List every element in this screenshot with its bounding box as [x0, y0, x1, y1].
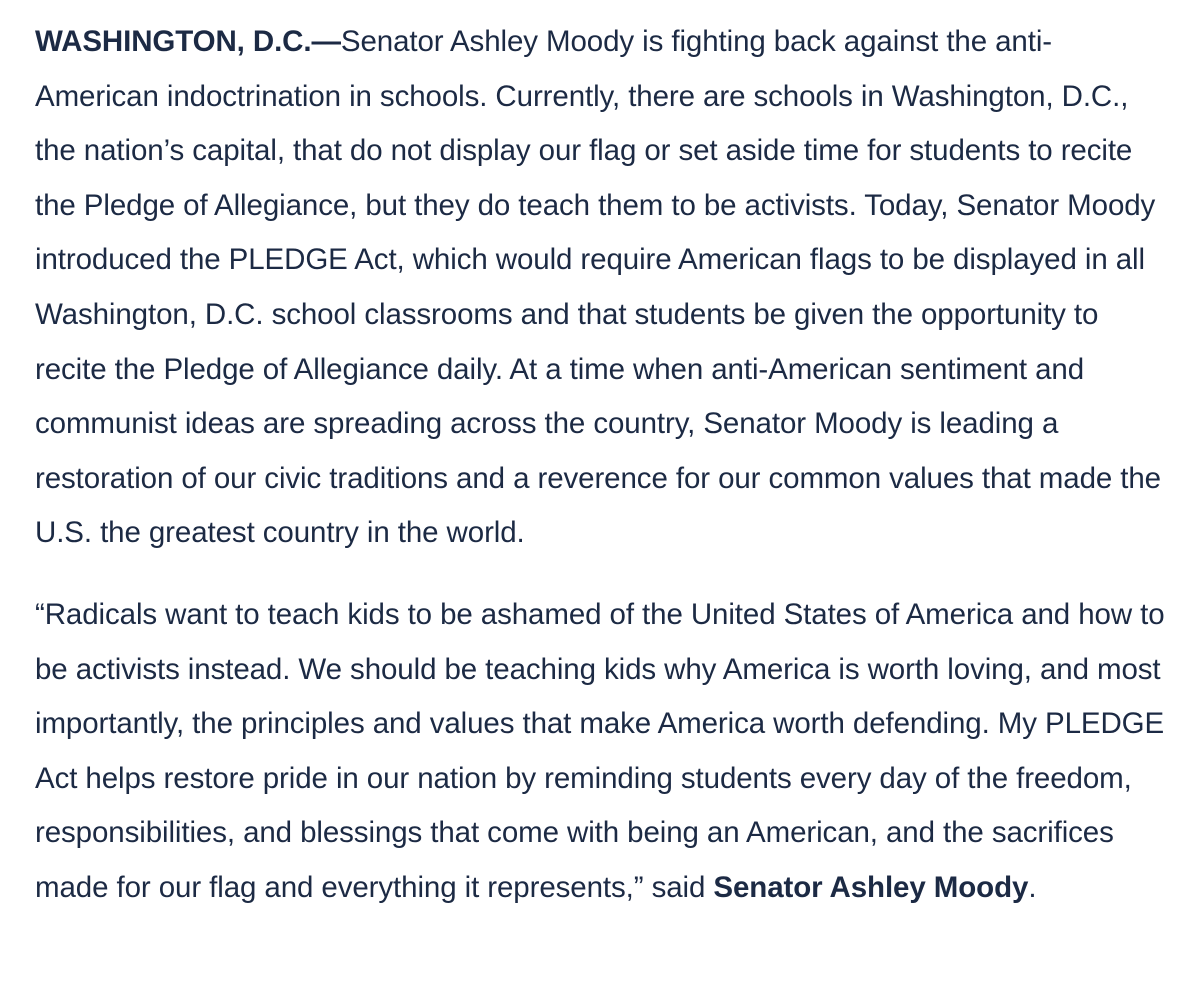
- quote-text: “Radicals want to teach kids to be ashamed of the United States of America and how to be activists instead. We should be teaching kids why America is worth loving, and most importantly, the principles and values that make America worth defending. My PLEDGE Act helps restore pride in our nation by reminding students every day of the freedom, responsibilities, and blessings that come with being an American, and the sacrifices made for our flag and everything it represents,”: [35, 597, 1165, 904]
- attribution-text: said: [643, 870, 714, 904]
- quote-ending-punctuation: .: [1028, 870, 1037, 904]
- intro-paragraph: [35, 15, 1166, 561]
- intro-body-text: Senator Ashley Moody is fighting back against the anti-American indoctrination in schools. Currently, there are schools in Washington, D.C., the nation’s capital, that do not display our flag or set aside time for students to recite the Pledge of Allegiance, but they do teach them to be activists. Today, Senator Moody introduced the PLEDGE Act, which would require American flags to be displayed in all Washington, D.C. school classrooms and that students be given the opportunity to recite the Pledge of Allegiance daily. At a time when anti-American sentiment and communist ideas are spreading across the country, Senator Moody is leading a restoration of our civic traditions and a reverence for our common values that made the U.S. the greatest country in the world.: [35, 25, 1161, 550]
- speaker-name: Senator Ashley Moody: [713, 870, 1029, 904]
- dateline: WASHINGTON, D.C.—: [35, 25, 341, 58]
- quote-paragraph: [35, 588, 1166, 916]
